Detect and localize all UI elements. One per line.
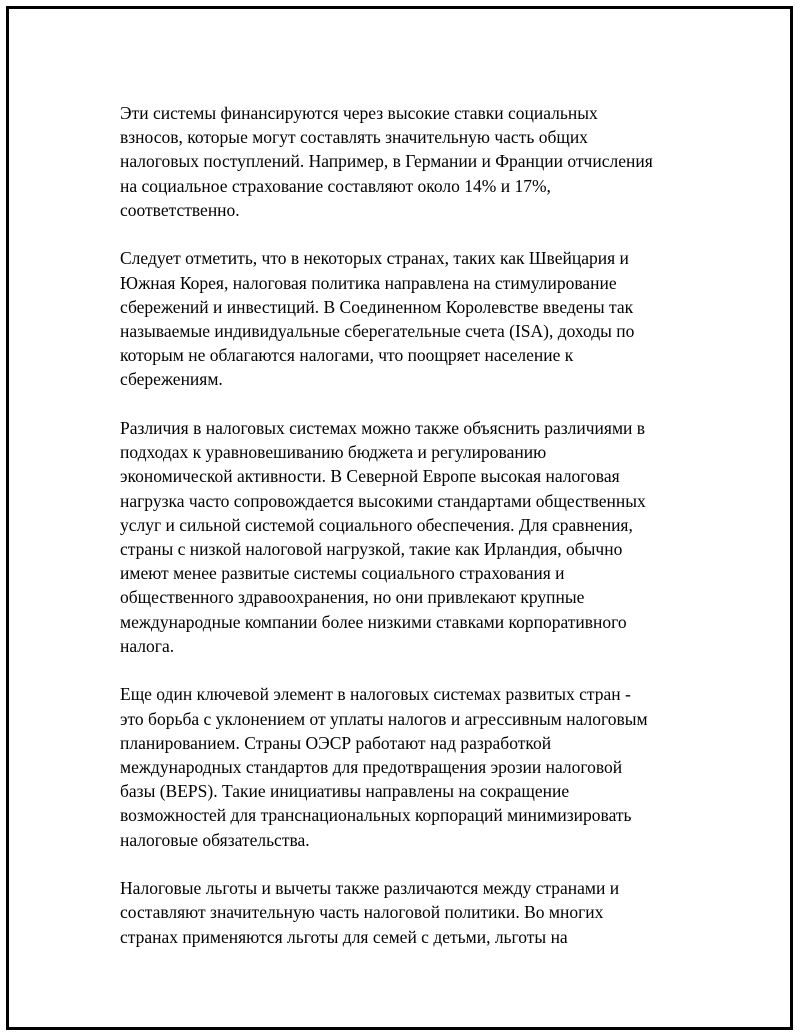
- paragraph-2: [120, 246, 710, 391]
- paragraph-5: [120, 876, 710, 949]
- text-line: на социальное страхование составляют около 14% и 17%,: [120, 175, 551, 196]
- text-line: базы (BEPS). Такие инициативы направлены на сокращение: [120, 781, 570, 802]
- text-line: экономической активности. В Северной Европе высокая налоговая: [120, 466, 620, 487]
- text-line: имеют менее развитые системы социального страхования и: [120, 563, 565, 584]
- text-line: которым не облагаются налогами, что поощряет население к: [120, 345, 574, 366]
- paragraph-4: [120, 682, 710, 851]
- text-line: налоговые обязательства.: [120, 829, 310, 850]
- text-line: сбережений и инвестиций. В Соединенном Королевстве введены так: [120, 296, 634, 317]
- text-line: Еще один ключевой элемент в налоговых системах развитых стран -: [120, 684, 631, 705]
- text-line: международных стандартов для предотвращения эрозии налоговой: [120, 757, 623, 778]
- text-line: возможностей для транснациональных корпораций минимизировать: [120, 805, 632, 826]
- text-line: Налоговые льготы и вычеты также различаются между странами и: [120, 878, 620, 899]
- page-frame: [6, 6, 793, 1030]
- text-line: Эти системы финансируются через высокие ставки социальных: [120, 103, 598, 123]
- paragraph-3: [120, 416, 710, 658]
- text-line: общественного здравоохранения, но они привлекают крупные: [120, 587, 585, 608]
- paragraph-1: [120, 101, 710, 222]
- text-line: страны с низкой налоговой нагрузкой, такие как Ирландия, обычно: [120, 539, 623, 560]
- text-line: это борьба с уклонением от уплаты налогов и агрессивным налоговым: [120, 708, 648, 729]
- text-line: называемые индивидуальные сберегательные счета (ISA), доходы по: [120, 321, 635, 342]
- text-line: международные компании более низкими ставками корпоративного: [120, 611, 627, 632]
- text-line: планированием. Страны ОЭСР работают над разработкой: [120, 732, 552, 753]
- text-line: налога.: [120, 635, 175, 656]
- text-line: Следует отметить, что в некоторых странах, таких как Швейцария и: [120, 248, 629, 269]
- text-line: подходах к уравновешиванию бюджета и регулированию: [120, 442, 547, 463]
- text-line: составляют значительную часть налоговой политики. Во многих: [120, 902, 604, 923]
- text-line: нагрузка часто сопровождается высокими стандартами общественных: [120, 490, 646, 511]
- text-line: Различия в налоговых системах можно также объяснить различиями в: [120, 418, 646, 439]
- text-line: взносов, которые могут составлять значительную часть общих: [120, 127, 588, 148]
- text-line: сбережениям.: [120, 369, 223, 390]
- text-line: налоговых поступлений. Например, в Германии и Франции отчисления: [120, 151, 653, 172]
- document-body: [120, 101, 710, 973]
- text-line: соответственно.: [120, 199, 240, 220]
- text-line: Южная Корея, налоговая политика направлена на стимулирование: [120, 272, 617, 293]
- text-line: услуг и сильной системой социального обеспечения. Для сравнения,: [120, 514, 633, 535]
- text-line: странах применяются льготы для семей с детьми, льготы на: [120, 926, 568, 947]
